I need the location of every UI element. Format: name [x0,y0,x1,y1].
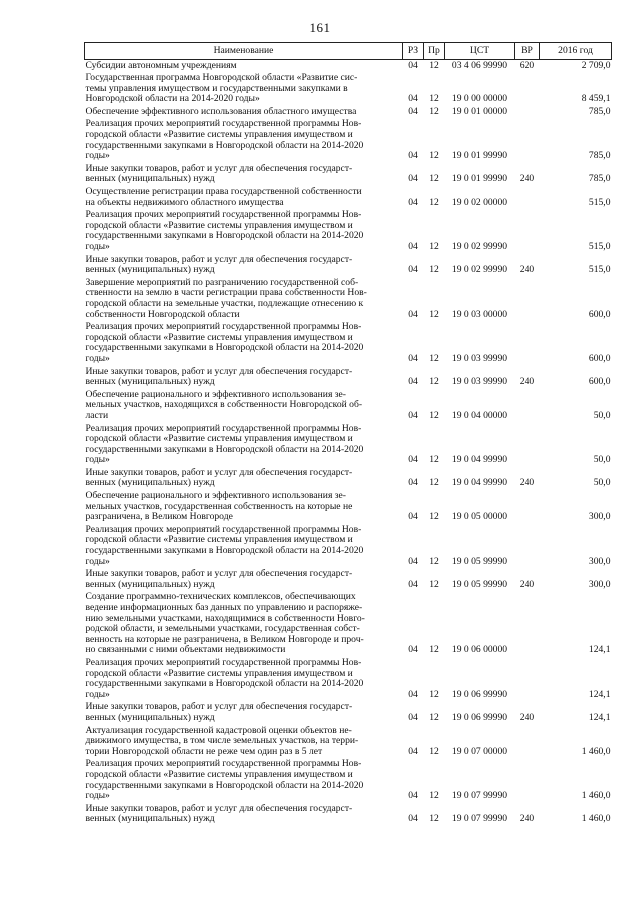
row-vr-cell [515,210,540,254]
column-header-rz: РЗ [403,43,424,60]
row-cst-cell: 19 0 06 99990 [451,688,508,700]
row-rz-cell: 04 [408,308,418,320]
row-name-cell: Иные закупки товаров, работ и услуг для обеспечения государст- венных (муниципальных) нужд [85,466,353,489]
column-header-cst: ЦСТ [445,43,515,60]
row-pr-cell: 12 [429,409,439,421]
row-name-cell: Обеспечение рационального и эффективного использования зе- мельных участков, находящихся в собственности Новгородской об- ласти [85,388,363,421]
table-row [85,423,612,467]
row-amount-cell: 124,1 [588,688,611,700]
row-vr-cell: 620 [519,59,535,71]
row-name-cell: Осуществление регистрации права государственной собственности на объекты недвижимого областного имущества [85,186,362,208]
row-vr-cell [515,524,540,568]
row-rz-cell: 04 [408,578,418,590]
row-pr-cell: 12 [429,241,439,252]
row-rz-cell: 04 [408,264,418,276]
row-name-cell: Субсидии автономным учреждениям [85,59,237,71]
row-amount-cell: 50,0 [593,454,611,466]
row-name-cell: Реализация прочих мероприятий государственной программы Нов- городской области «Развитие системы управления имуществом и государственными закупками в Новгородской области на 2014-2020 годы» [85,523,364,567]
row-rz-cell: 04 [408,150,418,162]
row-name-cell: Государственная программа Новгородской области «Развитие сис- темы управления имуществом и государственными закупками в Новгородской области на 2014-2020 годы» [85,72,358,105]
page-number: 161 [309,20,331,35]
row-name-cell: Иные закупки товаров, работ и услуг для обеспечения государст- венных (муниципальных) нужд [85,568,353,590]
row-vr-cell [515,592,540,658]
row-vr-cell [515,119,540,163]
row-name-cell: Реализация прочих мероприятий государственной программы Нов- городской области «Развитие системы управления имуществом и государственными закупками в Новгородской области на 2014-2020 годы» [85,656,364,700]
row-amount-cell: 600,0 [588,308,611,320]
row-pr-cell: 12 [429,711,439,723]
row-name-cell: Иные закупки товаров, работ и услуг для обеспечения государст- венных (муниципальных) нужд [85,162,353,185]
table-header [85,43,612,60]
row-amount-cell: 515,0 [588,241,611,252]
row-cst-cell: 19 0 05 99990 [451,555,508,567]
row-vr-cell [515,73,540,107]
row-name-cell: Реализация прочих мероприятий государственной программы Нов- городской области «Развитие системы управления имуществом и государственными закупками в Новгородской области на 2014-2020 годы» [85,422,364,466]
row-cst-cell: 19 0 07 99990 [451,790,508,802]
row-rz-cell: 04 [408,105,418,117]
row-pr-cell: 12 [429,196,439,208]
row-rz-cell: 04 [408,454,418,466]
row-cst-cell: 19 0 00 00000 [451,93,508,105]
row-amount-cell: 300,0 [588,511,611,523]
row-rz-cell: 04 [408,813,418,825]
table-row [85,592,612,658]
table-row [85,389,612,423]
row-cst-cell: 19 0 07 00000 [451,745,508,757]
table-row [85,277,612,321]
row-rz-cell: 04 [408,477,418,489]
row-amount-cell: 600,0 [588,376,611,388]
row-name-cell: Реализация прочих мероприятий государственной программы Нов- городской области «Развитие системы управления имуществом и государственными закупками в Новгородской области на 2014-2020 годы» [85,758,364,802]
row-rz-cell: 04 [408,555,418,567]
row-amount-cell: 1 460,0 [581,745,611,757]
row-amount-cell: 515,0 [588,264,611,276]
table-row [85,254,612,277]
row-cst-cell: 19 0 01 00000 [451,105,508,117]
row-amount-cell: 785,0 [588,105,611,117]
row-pr-cell: 12 [429,511,439,523]
row-amount-cell: 785,0 [588,150,611,162]
row-amount-cell: 1 460,0 [581,813,611,825]
row-vr-cell [515,657,540,701]
row-amount-cell: 1 460,0 [581,790,611,802]
row-pr-cell: 12 [429,59,439,71]
row-vr-cell: 240 [519,477,535,489]
row-pr-cell: 12 [429,93,439,105]
row-rz-cell: 04 [408,688,418,700]
row-cst-cell: 19 0 02 00000 [451,196,508,208]
row-vr-cell: 240 [519,711,535,723]
row-rz-cell: 04 [408,511,418,523]
table-row [85,187,612,210]
row-rz-cell: 04 [408,409,418,421]
row-vr-cell: 240 [519,376,535,388]
row-name-cell: Реализация прочих мероприятий государственной программы Нов- городской области «Развитие системы управления имуществом и государственными закупками в Новгородской области на 2014-2020 годы» [85,118,364,162]
table-row [85,60,612,73]
column-header-vr: ВР [515,43,540,60]
row-name-cell: Реализация прочих мероприятий государственной программы Нов- городской области «Развитие системы управления имуществом и государственными закупками в Новгородской области на 2014-2020 годы» [85,321,364,364]
row-cst-cell: 19 0 06 00000 [451,644,508,656]
row-pr-cell: 12 [429,790,439,802]
row-cst-cell: 19 0 03 00000 [451,308,508,320]
row-pr-cell: 12 [429,477,439,489]
row-rz-cell: 04 [408,352,418,364]
table-row [85,803,612,826]
row-pr-cell: 12 [429,555,439,567]
row-cst-cell: 19 0 01 99990 [451,173,508,185]
row-cst-cell: 19 0 03 99990 [451,352,508,364]
table-row [85,210,612,254]
row-name-cell: Создание программно-технических комплексов, обеспечивающих ведение информационных баз данных по управлению и распоряже- нию земельными участками, находящимися в собственности Новго- родской области, и земельными участками, государственная собст- венность на которые не разграничена, в Великом Новгороде и проч- но связанными с ними объектами недвижимости [85,591,365,656]
row-name-cell: Иные закупки товаров, работ и услуг для обеспечения государст- венных (муниципальных) нужд [85,701,353,723]
row-pr-cell: 12 [429,150,439,162]
row-rz-cell: 04 [408,196,418,208]
row-amount-cell: 600,0 [588,352,611,364]
row-rz-cell: 04 [408,745,418,757]
row-pr-cell: 12 [429,308,439,320]
row-vr-cell [515,725,540,759]
row-amount-cell: 515,0 [588,196,611,208]
table-row [85,106,612,119]
row-vr-cell [515,106,540,119]
table-row [85,322,612,366]
row-amount-cell: 300,0 [588,555,611,567]
row-vr-cell: 240 [519,264,535,276]
row-vr-cell [515,322,540,366]
row-amount-cell: 124,1 [588,711,611,723]
row-name-cell: Актуализация государственной кадастровой оценки объектов не- движимого имущества, в том числе земельных участков, на терри- тории Новгородской области не реже чем один раз в 5 лет [85,724,359,757]
row-vr-cell: 240 [519,578,535,590]
table-row [85,73,612,107]
table-row [85,657,612,701]
row-rz-cell: 04 [408,790,418,802]
row-pr-cell: 12 [429,688,439,700]
row-cst-cell: 19 0 06 99990 [451,711,508,723]
row-amount-cell: 8 459,1 [581,93,611,105]
row-cst-cell: 19 0 05 99990 [451,578,508,590]
row-cst-cell: 19 0 03 99990 [451,376,508,388]
row-cst-cell: 19 0 04 99990 [451,454,508,466]
row-pr-cell: 12 [429,813,439,825]
table-row [85,702,612,725]
row-cst-cell: 19 0 04 00000 [451,409,508,421]
row-rz-cell: 04 [408,644,418,656]
table-row [85,524,612,568]
row-rz-cell: 04 [408,59,418,71]
row-cst-cell: 03 4 06 99990 [451,59,508,71]
row-rz-cell: 04 [408,93,418,105]
row-amount-cell: 300,0 [588,578,611,590]
row-rz-cell: 04 [408,241,418,252]
row-name-cell: Иные закупки товаров, работ и услуг для обеспечения государст- венных (муниципальных) нужд [85,253,353,276]
row-name-cell: Реализация прочих мероприятий государственной программы Нов- городской области «Развитие системы управления имуществом и государственными закупками в Новгородской области на 2014-2020 годы» [85,209,364,252]
row-pr-cell: 12 [429,745,439,757]
row-vr-cell [515,187,540,210]
column-header-pr: Пр [424,43,445,60]
row-name-cell: Обеспечение рационального и эффективного использования зе- мельных участков, государственная собственность на которые не разграничена, в Великом Новгороде [85,490,353,523]
row-vr-cell [515,423,540,467]
row-vr-cell [515,389,540,423]
row-vr-cell [515,277,540,321]
row-cst-cell: 19 0 04 99990 [451,477,508,489]
column-header-year: 2016 год [540,43,612,60]
row-amount-cell: 50,0 [593,409,611,421]
row-pr-cell: 12 [429,644,439,656]
row-pr-cell: 12 [429,578,439,590]
table-row [85,163,612,186]
row-pr-cell: 12 [429,352,439,364]
row-cst-cell: 19 0 05 00000 [451,511,508,523]
row-rz-cell: 04 [408,711,418,723]
table-row [85,725,612,759]
table-row [85,491,612,525]
row-cst-cell: 19 0 02 99990 [451,241,508,252]
table-row [85,119,612,163]
row-pr-cell: 12 [429,454,439,466]
table-row [85,366,612,389]
row-name-cell: Иные закупки товаров, работ и услуг для обеспечения государст- венных (муниципальных) нужд [85,365,353,388]
row-vr-cell: 240 [519,813,535,825]
row-cst-cell: 19 0 02 99990 [451,264,508,276]
row-name-cell: Иные закупки товаров, работ и услуг для обеспечения государст- венных (муниципальных) нужд [85,802,353,825]
row-amount-cell: 2 709,0 [581,59,611,71]
row-rz-cell: 04 [408,173,418,185]
row-vr-cell: 240 [519,173,535,185]
column-header-name: Наименование [85,43,403,60]
row-vr-cell [515,759,540,803]
row-pr-cell: 12 [429,105,439,117]
row-pr-cell: 12 [429,376,439,388]
table-row [85,759,612,803]
row-vr-cell [515,491,540,525]
row-pr-cell: 12 [429,264,439,276]
table-row [85,569,612,592]
row-name-cell: Обеспечение эффективного использования областного имущества [85,105,357,117]
table-row [85,467,612,490]
budget-table [84,42,612,826]
row-pr-cell: 12 [429,173,439,185]
row-cst-cell: 19 0 01 99990 [451,150,508,162]
row-cst-cell: 19 0 07 99990 [451,813,508,825]
row-amount-cell: 124,1 [588,644,611,656]
table-body [85,60,612,827]
row-amount-cell: 50,0 [593,477,611,489]
row-name-cell: Завершение мероприятий по разграничению государственной соб- ственности на землю в части регистрации права собственности Нов- городской области на земельные участки, подлежащие отнесению к собственности Новгородской области [85,276,367,320]
row-rz-cell: 04 [408,376,418,388]
row-amount-cell: 785,0 [588,173,611,185]
